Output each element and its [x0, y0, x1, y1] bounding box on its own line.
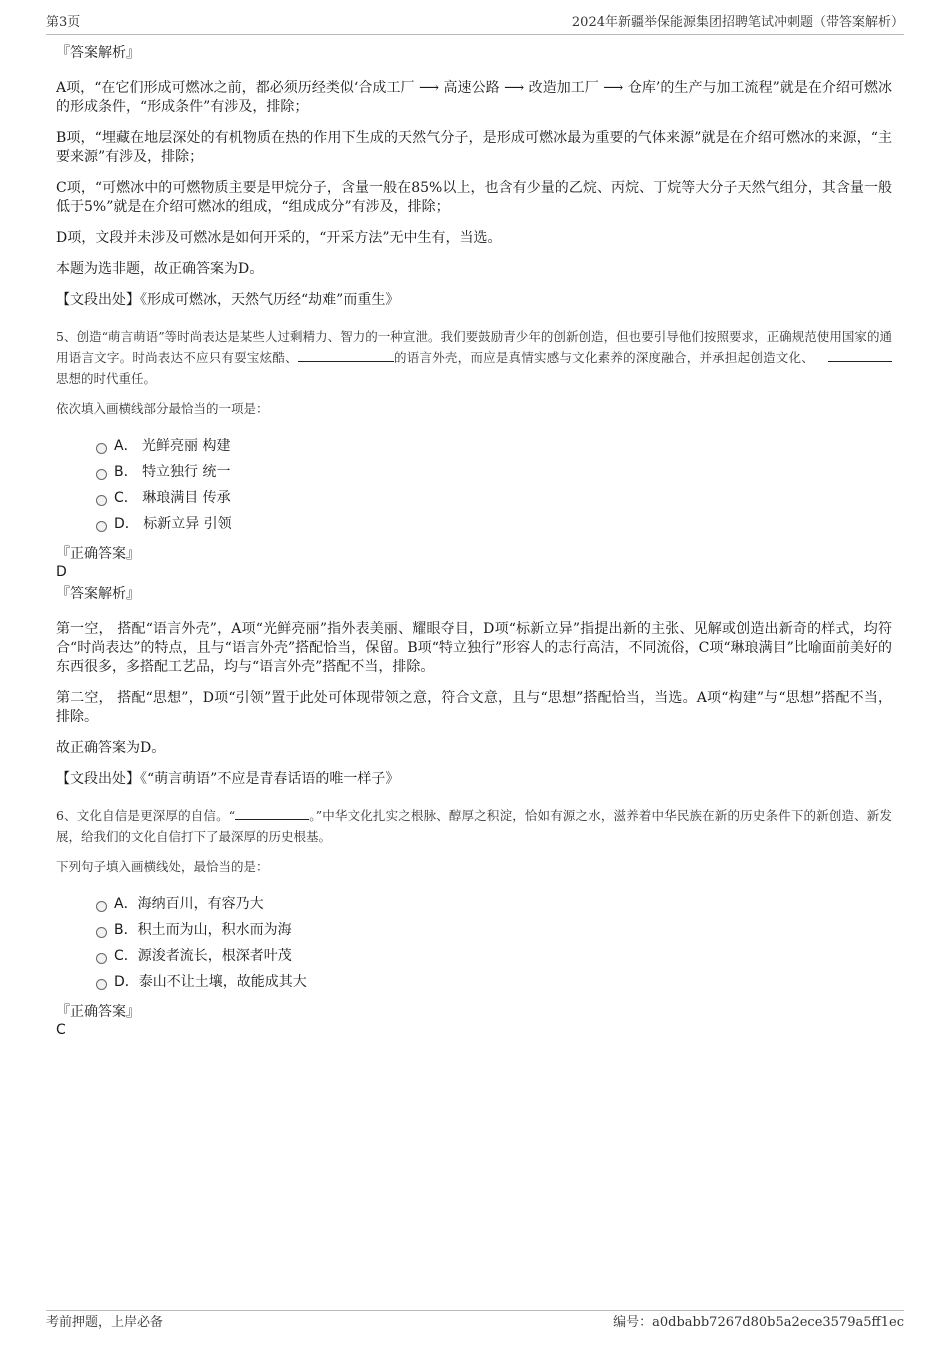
option-a[interactable]: A． 光鲜亮丽 构建 — [96, 433, 892, 459]
radio-icon[interactable] — [96, 469, 107, 480]
analysis-paragraph: A项，“在它们形成可燃冰之前，都必须历经类似‘合成工厂 ⟶ 高速公路 ⟶ 改造加工厂 ⟶ 仓库’的生产与加工流程”就是在介绍可燃冰的形成条件，“形成条件”有涉及，排除； — [56, 80, 892, 115]
radio-icon[interactable] — [96, 927, 107, 938]
fill-blank — [298, 348, 394, 362]
question-5-options — [96, 433, 892, 537]
question-6-stem — [56, 805, 892, 847]
question-5-stem-part: 5、创造“萌言萌语”等时尚表达是某些人过剩精力、智力的一种宣泄。我们要鼓励青少年的创新创造，但也要引导他们按照要求，正确规范使用国家的通用语言文字。时尚表达不应只有耍宝炫酷、 — [56, 329, 892, 365]
analysis-paragraph: D项，文段并未涉及可燃冰是如何开采的，“开采方法”无中生有，当选。 — [56, 230, 502, 246]
source-citation: 【文段出处】《“萌言萌语”不应是青春话语的唯一样子》 — [56, 771, 400, 787]
document-title: 2024年新疆举保能源集团招聘笔试冲刺题（带答案解析） — [571, 15, 904, 30]
option-b[interactable]: B． 特立独行 统一 — [96, 459, 892, 485]
option-c[interactable]: C． 琳琅满目 传承 — [96, 485, 892, 511]
radio-icon[interactable] — [96, 521, 107, 532]
analysis-paragraph: B项，“埋藏在地层深处的有机物质在热的作用下生成的天然气分子，是形成可燃冰最为重要的气体来源”就是在介绍可燃冰的来源，“主要来源”有涉及，排除； — [56, 130, 892, 165]
footer-slogan: 考前押题，上岸必备 — [46, 1315, 164, 1330]
analysis-conclusion: 本题为选非题，故正确答案为D。 — [56, 261, 264, 277]
page-header — [46, 14, 904, 35]
question-6-options — [96, 891, 892, 995]
analysis-paragraph: C项，“可燃冰中的可燃物质主要是甲烷分子，含量一般在85%以上，也含有少量的乙烷、丙烷、丁烷等大分子天然气组分，其含量一般低于5%”就是在介绍可燃冰的组成，“组成成分”有涉及，排除； — [56, 180, 892, 215]
radio-icon[interactable] — [96, 979, 107, 990]
option-b[interactable]: B．积土而为山，积水而为海 — [96, 917, 892, 943]
fill-blank — [235, 806, 309, 820]
question-6-prompt: 下列句子填入画横线处，最恰当的是： — [56, 859, 269, 874]
correct-answer-tag: 『正确答案』 — [56, 1004, 140, 1020]
question-5-stem-part: 的语言外壳，而应是真情实感与文化素养的深度融合，并承担起创造文化、 — [393, 350, 814, 365]
question-5-stem — [56, 326, 892, 389]
document-serial: 编号：a0dbabb7267d80b5a2ece3579a5ff1ec — [613, 1315, 904, 1330]
source-citation: 【文段出处】《形成可燃冰，天然气历经“劫难”而重生》 — [56, 292, 400, 308]
option-d[interactable]: D．泰山不让土壤，故能成其大 — [96, 969, 892, 995]
analysis-tag: 『答案解析』 — [56, 45, 140, 61]
analysis-paragraph: 第一空， 搭配“语言外壳”，A项“光鲜亮丽”指外表美丽、耀眼夺目，D项“标新立异”指提出新的主张、见解或创造出新奇的样式，均符合“时尚表达”的特点，且与“语言外壳”搭配恰当，保留。B项“特立独行”形容人的志行高洁，不同流俗，C项“琳琅满目”比喻面前美好的东西很多，多搭配工艺品，均与“语言外壳”搭配不当，排除。 — [56, 621, 892, 675]
analysis-paragraph: 第二空， 搭配“思想”，D项“引领”置于此处可体现带领之意，符合文意，且与“思想”搭配恰当，当选。A项“构建”与“思想”搭配不当，排除。 — [56, 690, 892, 725]
option-d[interactable]: D． 标新立异 引领 — [96, 511, 892, 537]
radio-icon[interactable] — [96, 443, 107, 454]
analysis-tag: 『答案解析』 — [56, 586, 140, 602]
option-c[interactable]: C．源浚者流长，根深者叶茂 — [96, 943, 892, 969]
radio-icon[interactable] — [96, 901, 107, 912]
page-number: 第3页 — [46, 15, 81, 30]
correct-answer-tag: 『正确答案』 — [56, 546, 140, 562]
analysis-conclusion: 故正确答案为D。 — [56, 740, 166, 756]
question-6-stem-part: 。”中华文化扎实之根脉、醇厚之积淀，恰如有源之水，滋养着中华民族在新的历史条件下的新创造、新发展，给我们的文化自信打下了最深厚的历史根基。 — [56, 808, 892, 844]
question-5-stem-part: 思想的时代重任。 — [56, 371, 157, 386]
correct-answer: D — [56, 564, 67, 580]
question-5-prompt: 依次填入画横线部分最恰当的一项是： — [56, 401, 269, 416]
radio-icon[interactable] — [96, 953, 107, 964]
main-content — [56, 44, 892, 1043]
radio-icon[interactable] — [96, 495, 107, 506]
option-a[interactable]: A．海纳百川，有容乃大 — [96, 891, 892, 917]
correct-answer: C — [56, 1022, 66, 1038]
fill-blank — [828, 348, 892, 362]
page-footer — [46, 1310, 904, 1333]
question-6-stem-part: 6、文化自信是更深厚的自信。“ — [56, 808, 236, 823]
